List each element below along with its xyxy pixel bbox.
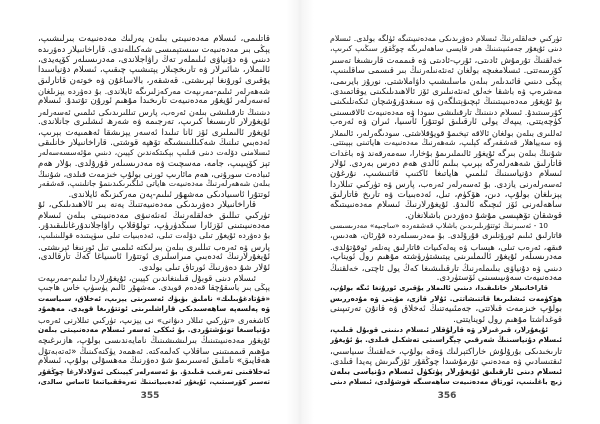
text-line: قاراخانىيلار خانلىقىدا، دىنىي ئالىملار يۇقىرى ئورۇنغا ئىگە بولۇپ، <box>330 284 548 293</box>
text-line: خەلقنىڭ تۇرمۇش ئادىتى، ئۆرپ-ئادىتى ۋە قىممەت قارىشىغا تەسىر <box>330 54 562 65</box>
text-line: ئۇيغۇرلارنىڭ ئەدەبىي مىراسلىرى ئوتتۇرا ئاسىياغا كەڭ تارقالدى، <box>38 252 270 263</box>
text-line: زىچ باغلىنىپ، ئورتاق مەدەنىيەت ساھەسىگە قوشۇلدى، ئىسلام دىنى <box>330 377 562 386</box>
text-line: بولۇپ خىزمەت قىلاتتى، جەمئىيەتنىڭ ئەخلاق ۋە قانۇن تەرتىپىنى <box>330 304 562 315</box>
text-line: ئۇيغۇرلار ئارىسىغا كىرىپ، تەرجىمە ۋە شەرھ ئىشلىرى جانلاندى. <box>38 117 270 128</box>
text-line: ئالىملار، شائىرلار ۋە تارىخچىلار يېتىشىپ چىقىپ، ئىسلام دۇنياسىدا <box>38 65 270 76</box>
text-line: يېڭى دىنىي قائىدىلەر بىلەن ماسلىشىپ داۋاملاشتى. نورۇز بايرىمى، <box>330 75 562 86</box>
text-line: دۇنياسىغا تونۇشتۇردى. بۇ ئىككى ئەسەر ئىسلام مەدەنىيىتى بىلەن <box>38 324 270 334</box>
text-line: ئەدەبىي تىلنىڭ شەكىللىنىشىگە تۆھپە قوشتى. قاراخانىيلار خانلىقى <box>38 137 270 148</box>
page-number: 356 <box>437 391 457 401</box>
text-line: ئەللىرى بىلەن بولغان ئالاقە تېخىمۇ قويۇقلاشتى. سودىگەرلەر، ئالىملار <box>330 127 562 138</box>
text-line: دىنىنىڭ تارقىلىشى بىلەن ئەرەب، پارس تىللىرىدىكى ئىلمىي ئەسەرلەر <box>38 106 270 117</box>
page-number: 355 <box>140 391 160 401</box>
text-line: ئىسلام دىنى قوبۇل قىلىنغاندىن كېيىن، ئۇيغۇرلاردا ئىلىم-مەرىپەت <box>38 272 256 283</box>
text-line: شۇنىڭ بىلەن بىرگە ئۇيغۇر ئالىملىرىمۇ بۇخارا، سەمەرقەند ۋە باغدات <box>330 148 562 159</box>
text-line: قاتلىمى، ئىسلام مەدەنىيىتى بىلەن يەرلىك مەدەنىيەت بىرلىشىپ، <box>38 34 270 44</box>
text-line: ئىسلامنى دۆلەت دىنى قىلىپ بېكىتكەندىن كېيىن، دىنىي مۇئەسسەسەلەر <box>38 148 270 158</box>
text-line: تېز كۆپىيىپ، جامە، مەسچىت ۋە مەدرىسىلەر قۇرۇلدى. بۇلار ھەم <box>38 158 270 169</box>
text-line: دىنىي ۋە دۇنياۋى بىلىملەرنىڭ تارقىلىشىغا كەڭ يول ئاچتى، خەلقنىڭ <box>330 262 562 273</box>
text-line: كۆرسەتتى. ئىسلامغىچە بولغان ئەنئەنىلەرنىڭ بىر قىسمى ساقلىنىپ، <box>330 65 562 76</box>
text-line: مەدرىسىلەر ئۇيغۇر ئالىملىرىنى يېتىشتۈرۈشتە مۇھىم رول ئويناپ، <box>330 252 562 263</box>
text-line: كاشغەرى «تۈركىي تىللار دىۋانى» نى يېزىپ، تۈركىي تىللارنى ئەرەب <box>38 314 270 325</box>
text-line: تارىخىدىكى بۇرۇلۇش خاراكتېرلىك ۋەقە بولۇپ، خەلقنىڭ سىياسىي، <box>330 345 562 356</box>
text-line: كۈچەيتتى. يىپەك يولى ئارقىلىق ئوتتۇرا ئاسىيا، ئىران ۋە ئەرەب <box>330 117 562 128</box>
text-line: بىلەن شەھەرلەرنىڭ مەدەنىيەت ھاياتى ئىلگىرىكىدىنمۇ جانلىنىپ، قەشقەر <box>38 179 270 189</box>
text-line: كۆرسىتىدۇ. ئىسلام دىنىنىڭ تارقىلىشى سودا ۋە مەدەنىيەت ئالاقىسىنى <box>330 106 562 117</box>
text-line: ۋە پەلسەپە ساھەسىدىكى قاراشلىرىنى ئوتتۇرىغا قويدى. مەھمۇد <box>38 304 270 314</box>
text-block <box>330 34 562 387</box>
text-line: بۇ ئۇيغۇر مەدەنىيىتىنىڭ ئېچىۋېتىلگەن ۋە سىغدۇرۇشچان ئىكەنلىكىنى <box>330 96 562 107</box>
text-line: يېڭى بىر مەدەنىيەت سىستېمىسى شەكىللەندى. قاراخانىيلار دەۋرىدە <box>38 44 270 55</box>
text-line: شەھەرلەر ئىلىم-مەرىپەت مەركەزلىرىگە ئايلاندى. بۇ دەۋردە يېزىلغان <box>38 85 270 96</box>
text-line: ساھەلەرنى ئۆز ئىچىگە ئالىدۇ. ئۇيغۇرلارنىڭ ئىسلام مەدەنىيىتىگە <box>330 200 562 211</box>
text-block <box>38 34 270 387</box>
text-line: ئەخلاقىنى تەرغىب قىلىدۇ. بۇ ئەسەرلەر كېيىنكى ئەۋلادلارغا چوڭقۇر <box>38 367 270 376</box>
page-right <box>300 0 600 424</box>
text-line: «قۇتادغۇبىلىك» ناملىق بۈيۈك ئەسىرىنى يېزىپ، ئەخلاق، سىياسەت <box>38 294 270 303</box>
text-line: مەشرەپ ۋە باشقا خەلق ئەنئەنىلىرى ئۆز ئالاھىدىلىكىنى يوقاتمىدى. <box>330 85 562 96</box>
text-line: تۈركىي خەلقلەرنىڭ ئىسلام دەۋرىدىكى مەدەنىيىتىگە ئۈلگە بولدى. ئىسلام <box>330 34 562 43</box>
text-line: ۋە سەيياھلار قەشقەرگە كېلىپ، شەھەرنىڭ مەدەنىيەت ھاياتىنى بېيىتتى. <box>330 137 562 147</box>
text-line: ھۆكۈمەت ئىشلىرىغا قاتنىشاتتى. ئۇلار قازى، مۇپتى ۋە مۇدەررىس <box>330 294 562 303</box>
text-line: فىقھ، ئەرەب تىلى، ھېساب ۋە پەلەكىيات قاتارلىق پەنلەر ئوقۇتۇلدى. <box>330 241 562 252</box>
text-line: ئىسلام دۇنياسىنىڭ ئىلمىي ھاياتىغا ئاكتىپ قاتنىشىپ، نۇرغۇن <box>330 169 562 180</box>
text-line: قاراخانىيلار دەۋرىدىكى مەدەنىيەتنىڭ يەنە بىر ئالاھىدىلىكى، ئۇ <box>38 200 256 211</box>
text-line: يېزىلغان بولۇپ، دىن، ھۆكۈم، تىل، ئەدەبىيات ۋە تارىخ قاتارلىق <box>330 189 562 200</box>
text-line: ئەسەرلەرنى يازدى. بۇ ئەسەرلەر ئەرەب، پارس ۋە تۈركىي تىللاردا <box>330 179 562 190</box>
text-line: تۈركىي تىللىق خەلقلەرنىڭ ئەنئەنىۋى مەدەنىيىتى بىلەن ئىسلام <box>38 210 270 221</box>
text-line: 10 - ئەسىرنىڭ ئوتتۇرىلىرىدىن باشلاپ قەشقەردە «ساجىيە» مەدرىسىسى <box>330 221 548 231</box>
text-line: يېڭى بىر باسقۇچقا قەدەم قويدى. مەشھۇر ئالىم يۈسۈپ خاس ھاجىپ <box>38 283 270 293</box>
text-line: ئەسەرلەر ئۇيغۇر مەدەنىيەت تارىخىدا مۇھىم ئورۇن تۇتىدۇ. ئىسلام <box>38 96 270 107</box>
text-line: قوغداشتا مۇھىم رول ئوينايتتى. <box>453 314 562 325</box>
text-line: ئۇيغۇر مەدەنىيىتىنىڭ بىرلىشىشىنىڭ نامايەندىسى بولۇپ، ھازىرغىچە <box>38 335 270 346</box>
text-line: مۇھىم قىممىتىنى ساقلاپ كەلمەكتە. ئەھمەد يۈكنەكىنىڭ «ئەتەبەتۇل <box>38 345 270 356</box>
text-line: ئۇلار شۇ دەۋرنىڭ ئورتاق تىلى بولدى. <box>138 262 270 273</box>
text-line: مەدەنىيىتىنى ئۆزئارا سىڭدۈرۈپ، تولۇقلاپ راۋاجلاندۇرغانلىقىدۇر. <box>38 221 270 232</box>
text-line: قاتارلىق شەھەرلەرگە بېرىپ بىلىم ئالدى ھەم دەرس بەردى. ئۇلار <box>330 158 562 169</box>
text-line: ئىبادەت سورۇنى، ھەم مائارىپ ئورنى بولۇپ خىزمەت قىلدى، شۇنىڭ <box>38 169 270 180</box>
text-line: قاتارلىق ئىلىم ئورۇنلىرى قۇرۇلدى. بۇ مەدرىسىلەردە قۇرئان، ھەدىس، <box>330 231 562 241</box>
text-line: بۇ دەۋردە ئۇيغۇر تىلى دۆلەت تىلى، ئەدەبىيات تىلى سۈپىتىدە قوللىنىلىپ، <box>38 231 270 241</box>
text-line: قوشقان تۆھپىسى مۇشۇ دەۋردىن باشلانغان. <box>405 210 562 221</box>
text-line: ئىقتىسادىي ۋە مەدەنىي تۇرمۇشىدا چوڭقۇر ئۆزگىرىش پەيدا قىلدى. <box>330 356 562 367</box>
text-line: پارس ۋە ئەرەب تىللىرى بىلەن بىرلىكتە ئىلمىي تىل ئورنىغا ئېرىشتى. <box>38 241 270 252</box>
text-line: ئۇيغۇر ئالىملىرى ئۆز ئانا تىلىدا ئەسەر يېزىشقا ئەھمىيەت بېرىپ، <box>38 127 270 138</box>
text-line: ئوتتۇرا ئاسىيادىكى مەشھۇر ئىلىم-پەن مەركىزىگە ئايلاندى. <box>68 189 270 200</box>
text-line: يۇقىرى ئورۇنغا ئېرىشتى. قەشقەر، بالاساغۇن ۋە خوتەن قاتارلىق <box>38 75 270 86</box>
text-line: ئىسلام دۇنياسىنىڭ شەرقىي چېگراسىنى تەشكىل قىلدى. بۇ ئۇيغۇر <box>330 335 562 345</box>
text-line: تەسىر كۆرسىتىپ، ئۇيغۇر ئەدەبىياتىنىڭ تەرەققىياتىغا ئاساس سالدى، <box>38 377 270 386</box>
text-line: ئۇيغۇرلار، قىرغىزلار ۋە قارلۇقلار ئىسلام دىنىنى قوبۇل قىلىپ، <box>330 325 548 334</box>
text-line: ھەقايىق» ناملىق ئەسىرىمۇ شۇ دەۋرنىڭ مەھسۇلى بولۇپ، ئىسلام <box>38 356 270 367</box>
text-line: ئىسلام دىنى ئارقىلىق ئۇيغۇرلار پۈتكۈل ئىسلام دۇنياسى بىلەن <box>330 366 562 376</box>
text-line: دىنى ئۇيغۇر جەمئىيىتىنىڭ ھەر قايسى ساھەلىرىگە چوڭقۇر سىڭىپ كىرىپ، <box>330 44 562 54</box>
text-line: دىنىي ۋە دۇنياۋى ئىلىملەر تەڭ راۋاجلاندى، مەدرىسىلەر كۆپەيدى، <box>38 54 270 65</box>
text-line: مەدەنىيەت سەۋىيىسىنى ئۆستۈردى. <box>436 272 562 283</box>
